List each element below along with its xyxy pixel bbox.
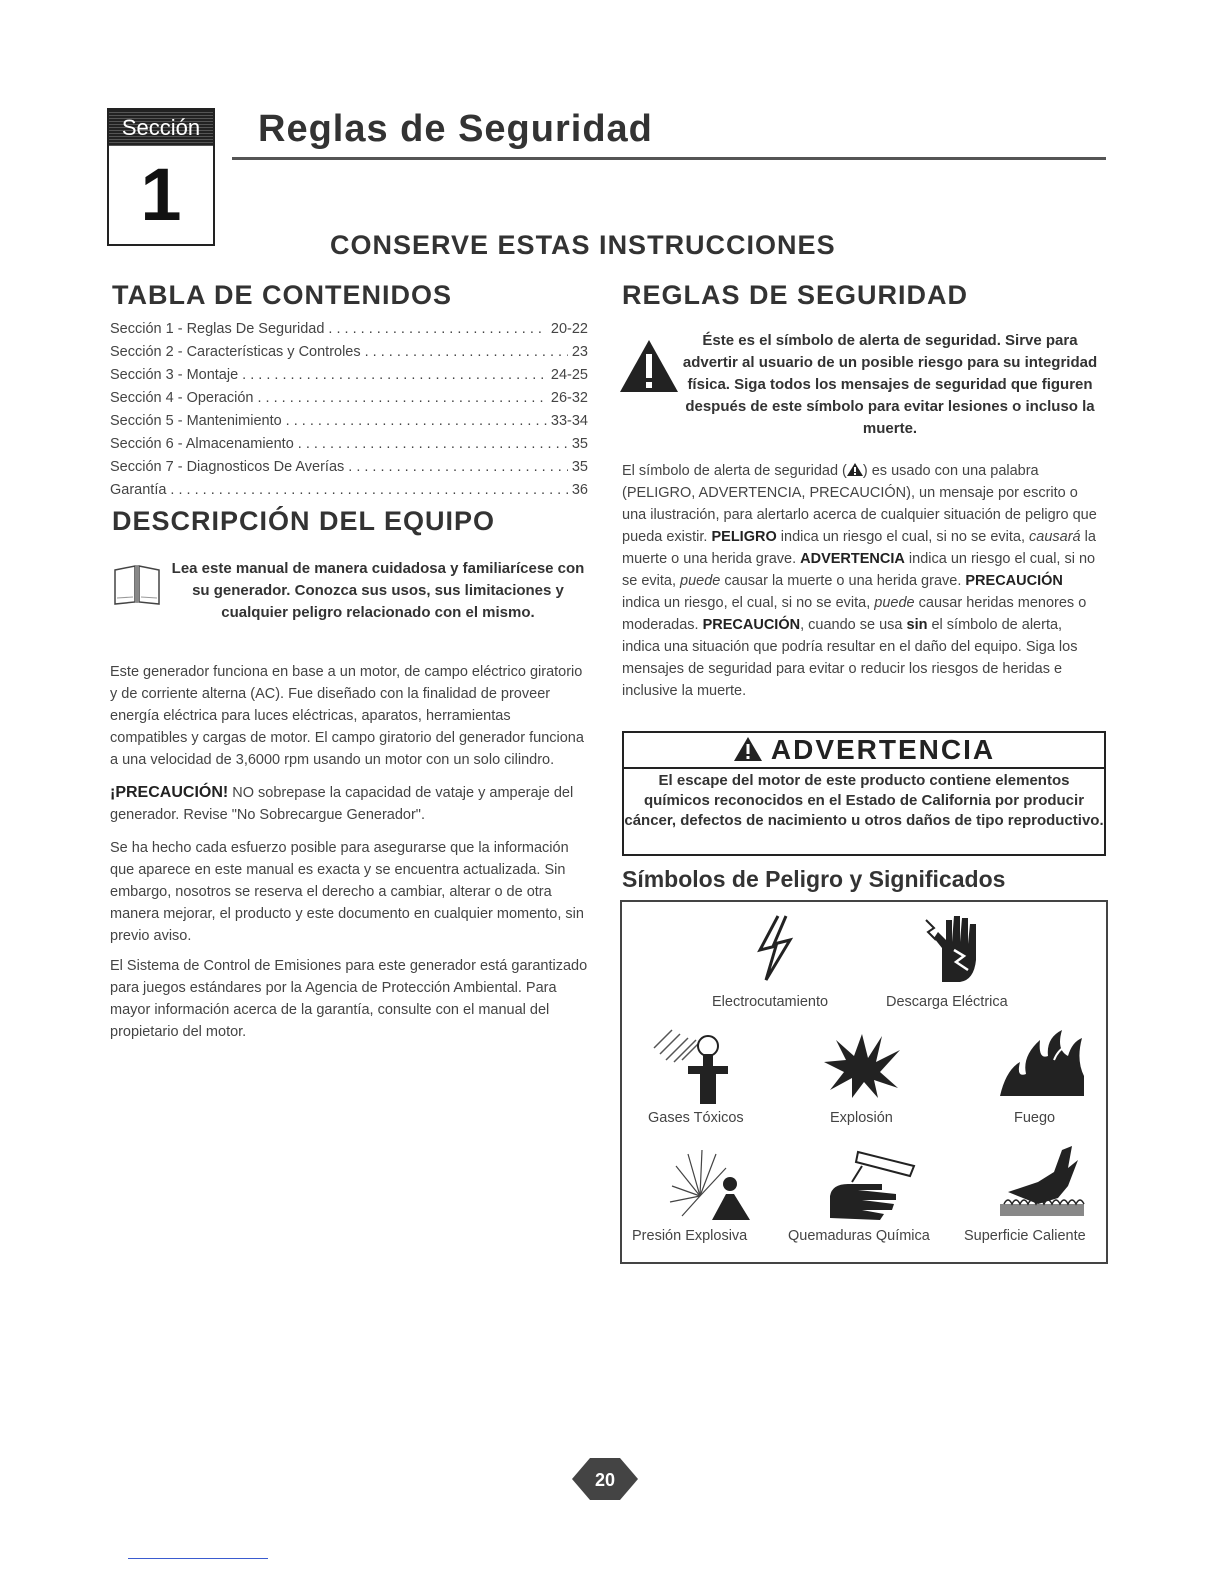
- section-badge-number: 1: [140, 153, 182, 236]
- warning-box: [622, 731, 1106, 856]
- table-of-contents: [110, 318, 588, 502]
- symbol-caption-electrocution: Electrocutamiento: [712, 994, 829, 1010]
- symbol-caption-explosive-pressure: Presión Explosiva: [632, 1228, 748, 1244]
- hot-surface-icon: [998, 1142, 1086, 1220]
- toc-heading: TABLA DE CONTENIDOS: [112, 280, 452, 310]
- toxic-gas-icon: [650, 1026, 734, 1106]
- equipment-description: [110, 661, 588, 1043]
- safety-rules-heading: REGLAS DE SEGURIDAD: [622, 280, 969, 310]
- hazard-symbols-panel: [620, 900, 1108, 1264]
- symbol-caption-toxic-gas: Gases Tóxicos: [648, 1110, 744, 1126]
- page-title: Reglas de Seguridad: [258, 108, 653, 150]
- toc-item[interactable]: Sección 1 - Reglas De Seguridad . . . 20-22: [110, 318, 588, 341]
- section-badge: [107, 108, 215, 246]
- warning-title: ADVERTENCIA: [624, 733, 1104, 769]
- safety-alert-icon: [618, 338, 680, 394]
- title-rule: [232, 157, 1106, 160]
- toc-item[interactable]: Sección 2 - Características y Controles . . . 23: [110, 341, 588, 364]
- toc-item[interactable]: Garantía . . . 36: [110, 479, 588, 502]
- warning-alert-icon: [733, 736, 763, 762]
- electrocution-icon: [750, 914, 800, 982]
- equipment-paragraph-3: El Sistema de Control de Emisiones para este generador está garantizado para juegos estándares por la Agencia de Protección Ambiental. Para mayor información acerca de la garantía, consulte con el manual del propietario del motor.: [110, 958, 588, 1040]
- toc-item[interactable]: Sección 4 - Operación . . . 26-32: [110, 387, 588, 410]
- footer-line: [128, 1558, 268, 1559]
- safety-alert-explanation: Éste es el símbolo de alerta de seguridad. Sirve para advertir al usuario de un posible riesgo para su integridad física. Siga todos los mensajes de seguridad que figuren después de este símbolo para evitar lesiones o incluso la muerte.: [682, 332, 1098, 437]
- toc-item[interactable]: Sección 3 - Montaje . . . 24-25: [110, 364, 588, 387]
- page-number-badge: [572, 1456, 638, 1502]
- page-number: 20: [594, 1470, 616, 1490]
- hazard-symbols-heading: Símbolos de Peligro y Significados: [622, 866, 1006, 892]
- symbol-caption-chemical-burn: Quemaduras Química: [788, 1228, 930, 1244]
- keep-instructions-heading: CONSERVE ESTAS INSTRUCCIONES: [330, 230, 836, 260]
- toc-item[interactable]: Sección 7 - Diagnosticos De Averías . . . 35: [110, 456, 588, 479]
- toc-item[interactable]: Sección 6 - Almacenamiento . . . 35: [110, 433, 588, 456]
- explosive-pressure-icon: [666, 1146, 756, 1222]
- read-manual-note: Lea este manual de manera cuidadosa y familiarícese con su generador. Conozca sus usos, sus limitaciones y cualquier peligro relacionado con el mismo.: [171, 560, 585, 621]
- warning-text: El escape del motor de este producto contiene elementos químicos reconocidos en el Estado de California por producir cáncer, defectos de nacimiento u otros daños de tipo reproductivo.: [624, 772, 1104, 829]
- equipment-paragraph-2: Se ha hecho cada esfuerzo posible para asegurarse que la información que aparece en este manual es exacta y se encuentra actualizada. Sin embargo, nosotros se reserva el derecho a cambiar, alterar o de otra manera mejorar, el producto y este documento en cualquier momento, sin previo aviso.: [110, 840, 584, 944]
- equipment-heading: DESCRIPCIÓN DEL EQUIPO: [112, 506, 496, 536]
- signal-words-paragraph: El símbolo de alerta de seguridad ( ) es usado con una palabra (PELIGRO, ADVERTENCIA, PRECAUCIÓN), un mensaje por escrito o una ilustración, para alertarlo acerca de cualquier situación de peligro que pueda existir. PELIGRO indica un riesgo el cual, si no se evita, causará la muerte o una herida grave. ADVERTENCIA indica un riesgo el cual, si no se evita, puede causar la muerte o una herida grave. PRECAUCIÓN indica un riesgo, el cual, si no se evita, puede causar heridas menores o moderadas. PRECAUCIÓN, cuando se usa sin el símbolo de alerta, indica una situación que podría resultar en el daño del equipo. Siga los mensajes de seguridad para evitar o reducir los riesgos de heridas e inclusive la muerte.: [622, 463, 1097, 699]
- symbol-caption-hot-surface: Superficie Caliente: [964, 1228, 1086, 1244]
- safety-alert-inline-icon: [847, 463, 863, 476]
- symbol-caption-electric-shock: Descarga Eléctrica: [886, 994, 1008, 1010]
- fire-icon: [996, 1026, 1086, 1098]
- symbol-caption-fire: Fuego: [1014, 1110, 1056, 1126]
- equipment-paragraph-1: Este generador funciona en base a un motor, de campo eléctrico giratorio y de corriente alterna (AC). Fue diseñado con la finalidad de proveer energía eléctrica para luces eléctricas, aparatos, herramientas compatibles y cargas de motor. El campo giratorio del generador funciona a una velocidad de 3,6000 rpm usando un motor con un solo cilindro.: [110, 664, 584, 768]
- explosion-icon: [822, 1028, 902, 1100]
- chemical-burn-icon: [822, 1142, 918, 1222]
- electric-shock-hand-icon: [924, 912, 988, 984]
- symbol-caption-explosion: Explosión: [830, 1110, 893, 1126]
- manual-book-icon: [111, 560, 163, 606]
- toc-item[interactable]: Sección 5 - Mantenimiento . . . 33-34: [110, 410, 588, 433]
- caution-paragraph: ¡PRECAUCIÓN! NO sobrepase la capacidad de vataje y amperaje del generador. Revise "No Sobrecargue Generador".: [110, 784, 574, 823]
- caution-label: ¡PRECAUCIÓN!: [110, 784, 229, 801]
- section-badge-label: Sección: [109, 110, 213, 146]
